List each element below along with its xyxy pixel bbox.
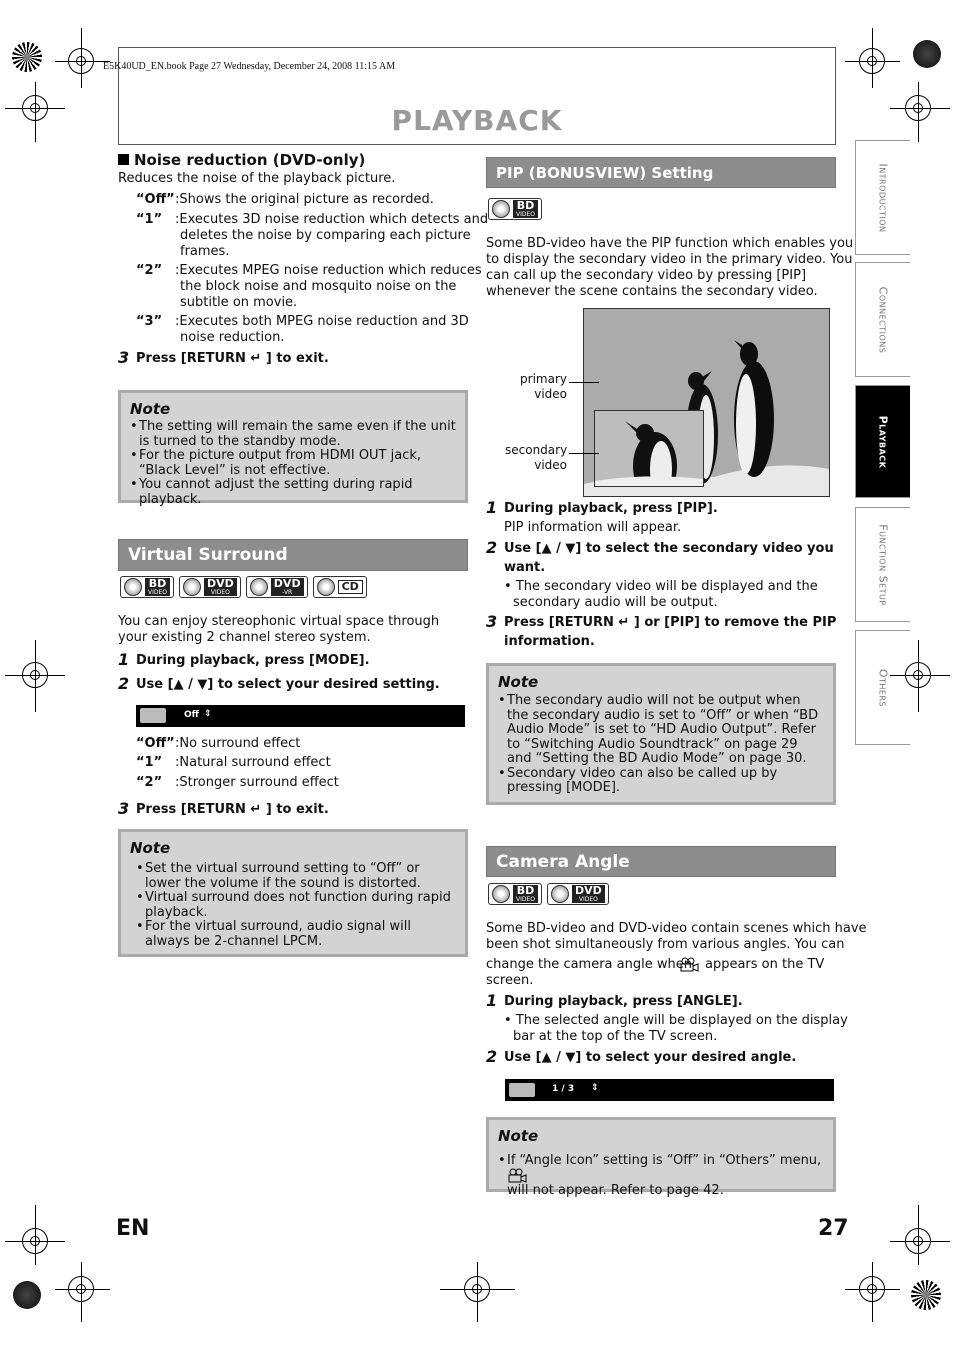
option-key: “3” bbox=[136, 314, 163, 329]
option-key: “2” bbox=[136, 775, 163, 790]
option-key: “2” bbox=[136, 263, 163, 278]
camera-icon bbox=[507, 1168, 527, 1183]
option-desc: frames. bbox=[180, 244, 230, 259]
camera-intro-line: screen. bbox=[486, 973, 534, 988]
secondary-video-label: secondary video bbox=[505, 443, 568, 472]
angle-icon bbox=[509, 1083, 535, 1097]
step-sub: PIP information will appear. bbox=[504, 520, 682, 535]
crop-line bbox=[55, 1289, 110, 1290]
step-number: 2 bbox=[486, 1047, 498, 1066]
step-text: want. bbox=[504, 560, 546, 575]
step-text: During playback, press [PIP]. bbox=[504, 501, 718, 516]
camera-intro-line: change the camera angle when bbox=[486, 957, 692, 972]
crop-line bbox=[440, 1289, 515, 1290]
crop-line bbox=[55, 61, 110, 62]
note-item: • For the picture output from HDMI OUT jack, “Black Level” is not effective. bbox=[130, 449, 456, 478]
registration-mark-bottom-right bbox=[911, 1280, 941, 1310]
note-item: • For the virtual surround, audio signal will always be 2-channel LPCM. bbox=[136, 920, 456, 949]
osd-value: Off bbox=[184, 710, 199, 720]
up-down-arrow-icon: ⇕ bbox=[591, 1083, 599, 1093]
surround-osd-bar bbox=[136, 705, 465, 727]
crop-line bbox=[5, 675, 65, 676]
step-text: During playback, press [MODE]. bbox=[136, 653, 370, 668]
step-number: 1 bbox=[486, 991, 498, 1010]
surround-intro: You can enjoy stereophonic virtual space through your existing 2 channel stereo system. bbox=[118, 614, 440, 645]
crop-line bbox=[35, 1205, 36, 1265]
dvd-video-icon: DVD VIDEO bbox=[179, 576, 241, 598]
note-box bbox=[486, 663, 836, 805]
option-desc: :Executes both MPEG noise reduction and 3D bbox=[175, 314, 469, 329]
camera-icon bbox=[679, 957, 699, 972]
side-tab-function-setup[interactable]: Function Setup bbox=[855, 507, 910, 622]
pip-intro-line: can call up the secondary video by pressing [PIP] bbox=[486, 268, 807, 283]
step-sub: • The secondary video will be displayed and the bbox=[504, 579, 818, 595]
step-number: 3 bbox=[486, 612, 498, 631]
step-text: Use [▲ / ▼] to select your desired angle. bbox=[504, 1050, 797, 1065]
side-tab-connections[interactable]: Connections bbox=[855, 262, 910, 377]
note-title: Note bbox=[498, 1127, 539, 1145]
option-key: “1” bbox=[136, 755, 163, 770]
option-desc: :Executes MPEG noise reduction which reduces bbox=[175, 263, 482, 278]
crop-line bbox=[81, 28, 82, 88]
registration-mark-top-right bbox=[913, 40, 941, 68]
note-item: • Virtual surround does not function during rapid playback. bbox=[136, 891, 456, 920]
note-title: Note bbox=[498, 673, 539, 691]
page-title: PLAYBACK bbox=[391, 104, 563, 137]
note-box bbox=[118, 390, 468, 507]
osd-value: 1 / 3 bbox=[552, 1084, 575, 1094]
crop-line bbox=[5, 1241, 65, 1242]
crop-line bbox=[845, 61, 900, 62]
up-down-arrow-icon: ⇕ bbox=[204, 709, 212, 719]
dvd-vr-icon: DVD -VR bbox=[246, 576, 308, 598]
note-item: • If “Angle Icon” setting is “Off” in “Others” menu, will not appear. Refer to page 42. bbox=[498, 1153, 822, 1198]
step-number: 1 bbox=[486, 498, 498, 517]
leader-line bbox=[569, 453, 599, 454]
note-item: • You cannot adjust the setting during rapid playback. bbox=[130, 478, 456, 507]
side-tab-playback[interactable]: Playback bbox=[855, 385, 910, 498]
bd-video-icon: BD VIDEO bbox=[488, 198, 542, 220]
note-item: • Secondary video can also be called up by pressing [MODE]. bbox=[498, 767, 824, 796]
secondary-video-window bbox=[594, 410, 704, 487]
step-text: Press [RETURN ↵ ] or [PIP] to remove the PIP bbox=[504, 615, 837, 630]
option-desc: :Stronger surround effect bbox=[175, 775, 339, 790]
step-text: Press [RETURN ↵ ] to exit. bbox=[136, 802, 329, 817]
step-number: 2 bbox=[486, 538, 498, 557]
crop-line bbox=[477, 1262, 478, 1322]
option-key: “Off” bbox=[136, 736, 175, 751]
note-title: Note bbox=[130, 839, 171, 857]
crop-line bbox=[872, 1262, 873, 1322]
disc-logo-row bbox=[488, 883, 609, 905]
square-bullet-icon bbox=[118, 154, 129, 165]
step-number: 2 bbox=[118, 674, 130, 693]
pip-illustration bbox=[583, 308, 830, 497]
side-tab-others[interactable]: Others bbox=[855, 630, 910, 745]
book-info: E5K40UD_EN.book Page 27 Wednesday, December 24, 2008 11:15 AM bbox=[103, 61, 396, 72]
disc-logo-row bbox=[488, 198, 542, 220]
note-item: • The secondary audio will not be output when the secondary audio is set to “Off” or when “BD Audio Mode” is set to “HD Audio Output”. Refer to “Switching Audio Soundtrack” on page 29 and “Setting the BD Audio Mode” on page 30. bbox=[498, 694, 824, 767]
leader-line bbox=[569, 382, 599, 383]
option-key: “Off” bbox=[136, 192, 175, 207]
option-desc: :Natural surround effect bbox=[175, 755, 331, 770]
angle-osd-bar bbox=[505, 1079, 834, 1101]
option-desc: :No surround effect bbox=[175, 736, 301, 751]
step-number: 1 bbox=[118, 650, 130, 669]
step-number: 3 bbox=[118, 799, 130, 818]
registration-mark-top-left bbox=[12, 42, 42, 72]
crop-line bbox=[35, 640, 36, 712]
note-item: • Set the virtual surround setting to “Off” or lower the volume if the sound is distorted. bbox=[136, 862, 456, 891]
crop-line bbox=[918, 640, 919, 712]
virtual-surround-heading: Virtual Surround bbox=[118, 539, 468, 571]
noise-intro: Reduces the noise of the playback picture. bbox=[118, 171, 396, 186]
pip-intro-line: whenever the scene contains the secondary video. bbox=[486, 284, 818, 299]
step-text: Use [▲ / ▼] to select your desired setting. bbox=[136, 677, 440, 692]
camera-intro-line: Some BD-video and DVD-video contain scenes which have bbox=[486, 921, 867, 936]
bd-video-icon: BD VIDEO bbox=[488, 883, 542, 905]
pip-heading: PIP (BONUSVIEW) Setting bbox=[486, 157, 836, 188]
noise-heading: Noise reduction (DVD-only) bbox=[118, 151, 365, 169]
camera-angle-heading: Camera Angle bbox=[486, 846, 836, 877]
dvd-video-icon: DVD VIDEO bbox=[547, 883, 609, 905]
crop-line bbox=[890, 1241, 950, 1242]
language-label: EN bbox=[116, 1216, 150, 1241]
option-desc: :Executes 3D noise reduction which detects and bbox=[175, 212, 489, 227]
pip-intro-line: Some BD-video have the PIP function which enables you bbox=[486, 236, 854, 251]
crop-line bbox=[918, 1205, 919, 1265]
step-text: information. bbox=[504, 634, 595, 649]
crop-line bbox=[845, 1289, 900, 1290]
note-title: Note bbox=[130, 400, 171, 418]
crop-line bbox=[872, 28, 873, 88]
crop-line bbox=[81, 1262, 82, 1322]
option-desc: noise reduction. bbox=[180, 330, 285, 345]
camera-intro-line: appears on the TV bbox=[705, 957, 825, 972]
option-key: “1” bbox=[136, 212, 163, 227]
note-item: • The setting will remain the same even if the unit is turned to the standby mode. bbox=[130, 420, 456, 449]
primary-video-label: primary video bbox=[520, 372, 567, 401]
pip-intro-line: to display the secondary video in the primary video. You bbox=[486, 252, 853, 267]
side-tab-introduction[interactable]: Introduction bbox=[855, 140, 910, 255]
step-sub: • The selected angle will be displayed on the display bbox=[504, 1013, 848, 1029]
step-text: Use [▲ / ▼] to select the secondary video you bbox=[504, 541, 834, 556]
note-box bbox=[118, 829, 468, 957]
option-desc: subtitle on movie. bbox=[180, 295, 298, 310]
step-sub: secondary audio will be output. bbox=[513, 595, 718, 610]
page-number: 27 bbox=[818, 1216, 849, 1241]
step-number: 3 bbox=[118, 348, 130, 367]
camera-intro-line: been shot simultaneously from various angles. You can bbox=[486, 937, 845, 952]
bd-video-icon: BD VIDEO bbox=[120, 576, 174, 598]
cd-icon: CD bbox=[313, 576, 367, 598]
registration-mark-bottom-left bbox=[13, 1281, 41, 1309]
surround-icon bbox=[140, 708, 166, 723]
step-sub: bar at the top of the TV screen. bbox=[513, 1029, 718, 1044]
option-desc: deletes the noise by comparing each picture bbox=[180, 228, 471, 243]
note-box bbox=[486, 1117, 836, 1198]
step-text: Press [RETURN ↵ ] to exit. bbox=[136, 351, 329, 366]
option-desc: the block noise and mosquito noise on the bbox=[180, 279, 457, 294]
step-text: During playback, press [ANGLE]. bbox=[504, 994, 743, 1009]
option-desc: :Shows the original picture as recorded. bbox=[175, 192, 434, 207]
disc-logo-row bbox=[120, 576, 367, 598]
